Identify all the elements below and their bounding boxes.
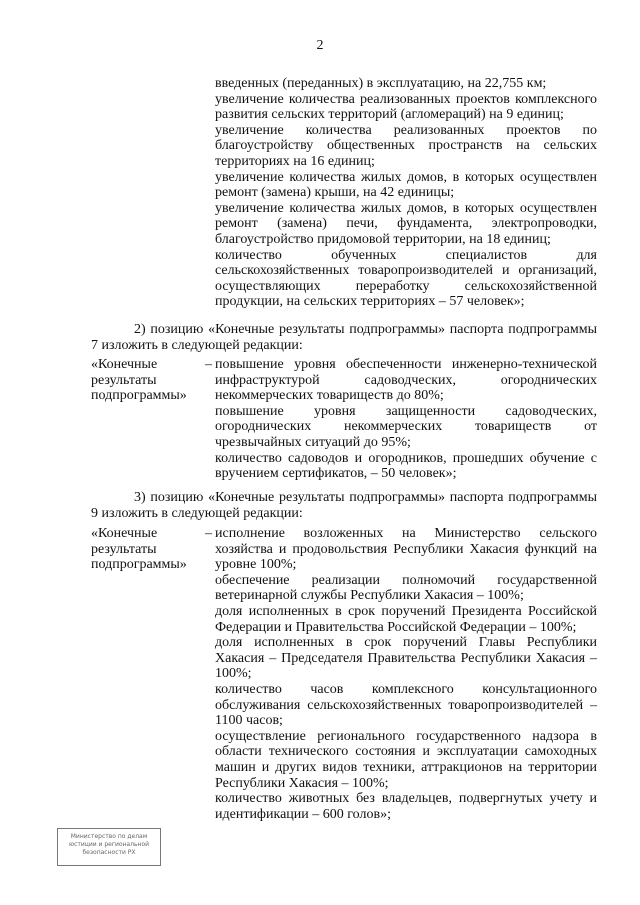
row-dash: – — [205, 526, 212, 541]
list-item: введенных (переданных) в эксплуатацию, на 22,755 км; — [215, 76, 547, 91]
registration-stamp — [57, 828, 161, 866]
list-item: повышение уровня обеспеченности инженерно-технической инфраструктурой садоводческих, огороднических некоммерческих товариществ до 80%; — [215, 357, 597, 404]
list-item: количество обученных специалистов для сельскохозяйственных товаропроизводителей и организаций, осуществляющих переработку сельскохозяйственной продукции, на сельских территориях – 57 человек»; — [215, 247, 597, 310]
list-item: увеличение количества жилых домов, в которых осуществлен ремонт (замена) крыши, на 42 единицы; — [215, 169, 597, 201]
row-dash: – — [205, 357, 212, 372]
stamp-line: юстиции и региональной — [68, 841, 150, 848]
list-item: увеличение количества жилых домов, в которых осуществлен ремонт (замена) печи, фундамента, электропроводки, благоустройство придомовой территории, на 18 единиц; — [215, 200, 597, 247]
row-items — [215, 357, 597, 482]
row-label: «Конечные результаты подпрограммы» — [91, 357, 187, 404]
page-number: 2 — [316, 38, 324, 53]
section-intro-text: 3) позицию «Конечные результаты подпрограммы» паспорта подпрограммы 9 изложить в следующей редакции: — [91, 490, 597, 521]
list-item: доля исполненных в срок поручений Президента Российской Федерации и Правительства Российской Федерации – 100%; — [215, 603, 597, 635]
section-intro-text: 2) позицию «Конечные результаты подпрограммы» паспорта подпрограммы 7 изложить в следующей редакции: — [91, 322, 597, 353]
list-item: количество часов комплексного консультационного обслуживания сельскохозяйственных товаропроизводителей – 1100 часов; — [215, 681, 597, 729]
list-item: количество садоводов и огородников, прошедших обучение с вручением сертификатов, – 50 человек»; — [215, 450, 597, 482]
list-item: исполнение возложенных на Министерство сельского хозяйства и продовольствия Республики Хакасия функций на уровне 100%; — [215, 526, 597, 573]
section-3-intro — [91, 490, 597, 521]
list-item: повышение уровня защищенности садоводческих, огороднических некоммерческих товариществ от чрезвычайных ситуаций до 95%; — [215, 403, 597, 450]
stamp-line: Министерство по делам — [70, 833, 148, 840]
list-item: доля исполненных в срок поручений Главы Республики Хакасия – Председателя Правительства Республики Хакасия – 100%; — [215, 635, 597, 682]
list-item: увеличение количества реализованных проектов по благоустройству общественных пространств на сельских территориях на 16 единиц; — [215, 122, 597, 169]
continued-list — [215, 76, 597, 310]
list-item: обеспечение реализации полномочий государственной ветеринарной службы Республики Хакасия – 100%; — [215, 572, 597, 604]
list-item: количество животных без владельцев, подвергнутых учету и идентификации – 600 голов»; — [215, 791, 597, 822]
section-2-intro — [91, 322, 597, 353]
row-items — [215, 526, 597, 822]
stamp-line: безопасности РХ — [82, 849, 136, 856]
list-item: увеличение количества реализованных проектов комплексного развития сельских территорий (агломераций) на 9 единиц; — [215, 91, 597, 123]
list-item: осуществление регионального государственного надзора в области технического состояния и эксплуатации самоходных машин и других видов техники, аттракционов на территории Республики Хакасия – 100%; — [215, 728, 597, 791]
row-label: «Конечные результаты подпрограммы» — [91, 526, 187, 573]
